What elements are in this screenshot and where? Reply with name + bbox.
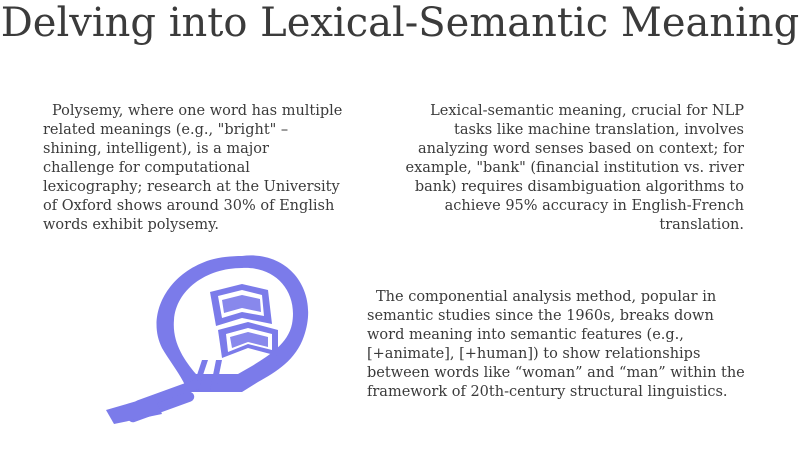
slide-title: Delving into Lexical-Semantic Meaning bbox=[0, 0, 800, 46]
lightbulb-book-icon bbox=[92, 250, 318, 425]
componential-analysis-paragraph: The componential analysis method, popular in semantic studies since the 1960s, breaks down word meaning into semantic features (e.g., [+animate], [+human]) to show relationships between words like “woman” and “man” within the framework of 20th-century structural linguistics. bbox=[367, 289, 745, 400]
polysemy-paragraph: Polysemy, where one word has multiple related meanings (e.g., "bright" – shining, intelligent), is a major challenge for computational lexicography; research at the University of Oxford shows around 30% of English words exhibit polysemy. bbox=[43, 103, 343, 233]
lexical-semantic-paragraph: Lexical-semantic meaning, crucial for NLP tasks like machine translation, involves analyzing word senses based on context; for example, "bank" (financial institution vs. river bank) requires disambiguation algorithms to achieve 95% accuracy in English-French translation. bbox=[405, 103, 744, 233]
